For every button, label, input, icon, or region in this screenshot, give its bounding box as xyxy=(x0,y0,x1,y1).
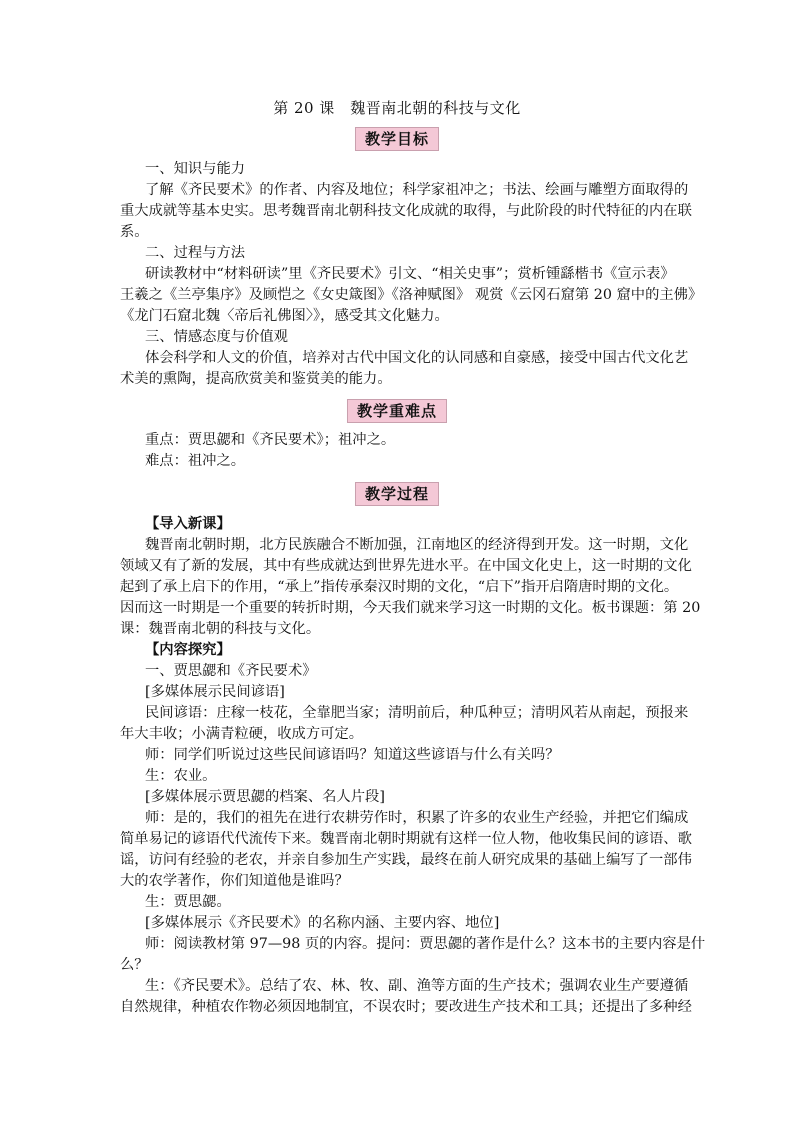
line-17: 起到了承上启下的作用，“承上”指传承秦汉时期的文化，“启下”指开启隋唐时期的文化。 xyxy=(120,579,679,595)
line-36: 生：《齐民要术》。总结了农、林、牧、副、渔等方面的生产技术；强调农业生产要遵循 xyxy=(145,978,689,994)
line-28: 师：是的，我们的祖先在进行农耕劳作时，积累了许多的农业生产经验，并把它们编成 xyxy=(145,810,689,826)
line-5: 二、过程与方法 xyxy=(145,245,246,261)
line-32: 生：贾思勰。 xyxy=(145,894,231,910)
line-3: 重大成就等基本史实。思考魏晋南北朝科技文化成就的取得，与此阶段的时代特征的内在联 xyxy=(120,203,692,219)
section-badge-process: 教学过程 xyxy=(355,482,439,506)
line-19: 课：魏晋南北朝的科技与文化。 xyxy=(120,621,321,637)
line-29: 简单易记的谚语代代流传下来。魏晋南北朝时期就有这样一位人物，他收集民间的谚语、歌 xyxy=(120,831,692,847)
line-33: [多媒体展示《齐民要术》的名称内涵、主要内容、地位] xyxy=(145,915,500,931)
line-14: 【导入新课】 xyxy=(145,516,231,532)
line-10: 体会科学和人文的价值，培养对古代中国文化的认同感和自豪感，接受中国古代文化艺 xyxy=(145,350,689,366)
line-30: 谣，访问有经验的老农，并亲自参加生产实践，最终在前人研究成果的基础上编写了一部伟 xyxy=(120,852,692,868)
line-9: 三、情感态度与价值观 xyxy=(145,329,288,345)
line-34: 师：阅读教材第 97—98 页的内容。提问：贾思勰的著作是什么？这本书的主要内容是什 xyxy=(145,936,706,952)
line-1: 一、知识与能力 xyxy=(145,161,246,177)
line-4: 系。 xyxy=(120,224,149,240)
line-35: 么？ xyxy=(120,957,149,973)
line-12: 重点：贾思勰和《齐民要术》；祖冲之。 xyxy=(145,432,396,448)
line-24: 年大丰收；小满青粒硬，收成方可定。 xyxy=(120,726,364,742)
line-11: 术美的熏陶，提高欣赏美和鉴赏美的能力。 xyxy=(120,371,392,387)
line-26: 生：农业。 xyxy=(145,768,217,784)
line-27: [多媒体展示贾思勰的档案、名人片段] xyxy=(145,789,385,805)
line-16: 领域又有了新的发展，其中有些成就达到世界先进水平。在中国文化史上，这一时期的文化 xyxy=(120,558,692,574)
line-13: 难点：祖冲之。 xyxy=(145,453,246,469)
line-8: 《龙门石窟北魏〈帝后礼佛图〉》，感受其文化魅力。 xyxy=(120,308,449,324)
line-15: 魏晋南北朝时期，北方民族融合不断加强，江南地区的经济得到开发。这一时期，文化 xyxy=(145,537,689,553)
line-22: [多媒体展示民间谚语] xyxy=(145,684,285,700)
line-6: 研读教材中“材料研读”里《齐民要术》引文、“相关史事”；赏析锺繇楷书《宣示表》 xyxy=(145,266,675,282)
line-2: 了解《齐民要术》的作者、内容及地位；科学家祖冲之；书法、绘画与雕塑方面取得的 xyxy=(145,182,689,198)
line-18: 因而这一时期是一个重要的转折时期，今天我们就来学习这一时期的文化。板书课题：第 20 xyxy=(120,600,701,616)
line-20: 【内容探究】 xyxy=(145,642,231,658)
line-23: 民间谚语：庄稼一枝花，全靠肥当家；清明前后，种瓜种豆；清明风若从南起，预报来 xyxy=(145,705,689,721)
line-37: 自然规律，种植农作物必须因地制宜，不误农时；要改进生产技术和工具；还提出了多种经 xyxy=(120,999,692,1015)
line-25: 师：同学们听说过这些民间谚语吗？知道这些谚语与什么有关吗？ xyxy=(145,747,560,763)
page-title: 第 20 课 魏晋南北朝的科技与文化 xyxy=(273,99,521,117)
section-badge-key-points: 教学重难点 xyxy=(347,399,447,423)
line-21: 一、贾思勰和《齐民要术》 xyxy=(145,663,317,679)
line-31: 大的农学著作，你们知道他是谁吗？ xyxy=(120,873,349,889)
line-7: 王羲之《兰亭集序》及顾恺之《女史箴图》《洛神赋图》 观赏《云冈石窟第 20 窟中的主佛》 xyxy=(120,287,703,303)
section-badge-objectives: 教学目标 xyxy=(355,127,439,151)
